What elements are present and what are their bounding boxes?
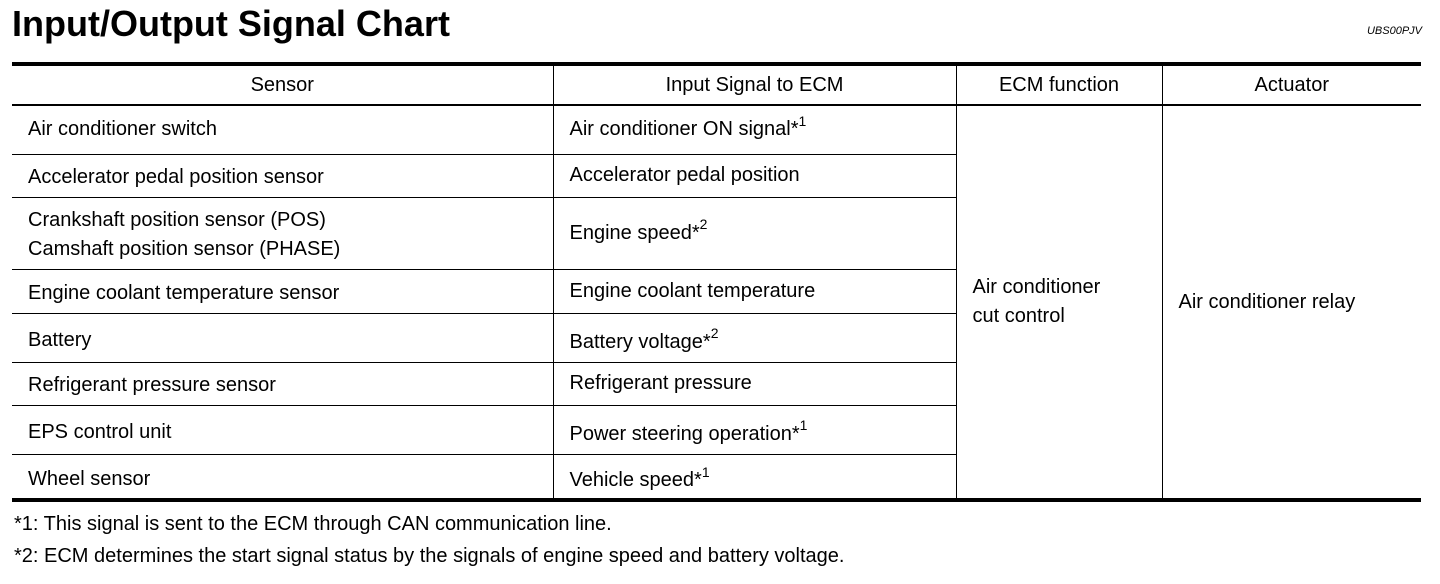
sensor-label: EPS control unit <box>28 421 172 443</box>
footnote-ref: 1 <box>701 463 710 480</box>
header-sensor: Sensor <box>12 64 553 105</box>
sensor-label: Wheel sensor <box>28 467 151 490</box>
sensor-cell <box>12 105 553 154</box>
input-cell <box>553 454 956 500</box>
sensor-label: Refrigerant pressure sensor <box>28 374 276 396</box>
actuator-label: Air conditioner relay <box>1178 290 1356 313</box>
input-label: Engine coolant temperature <box>569 279 816 302</box>
input-label: Power steering operation* <box>569 422 800 445</box>
footnote-ref: 1 <box>799 416 808 433</box>
sensor-cell <box>12 197 553 269</box>
signal-table <box>12 62 1421 502</box>
actuator-cell <box>1162 105 1421 500</box>
table-row <box>12 105 1421 154</box>
header-ecm-function: ECM function <box>956 64 1162 105</box>
sensor-label: Air conditioner switch <box>28 118 217 141</box>
sensor-cell <box>12 154 553 197</box>
footnotes <box>14 508 844 572</box>
input-cell <box>553 197 956 269</box>
header-row <box>12 64 1421 105</box>
header-actuator: Actuator <box>1162 64 1421 105</box>
footnote-ref: 2 <box>710 324 719 341</box>
sensor-cell <box>12 269 553 313</box>
input-label: Battery voltage* <box>569 330 711 353</box>
sensor-label: Accelerator pedal position sensor <box>28 166 324 188</box>
footnote-1: *1: This signal is sent to the ECM through CAN communication line. <box>14 513 612 535</box>
sensor-label: Camshaft position sensor (PHASE) <box>28 238 341 260</box>
sensor-cell <box>12 405 553 454</box>
ecm-function-line: cut control <box>972 305 1065 327</box>
sensor-cell <box>12 313 553 362</box>
input-cell <box>553 362 956 405</box>
input-cell <box>553 313 956 362</box>
document-code: UBS00PJV <box>1366 25 1422 37</box>
footnote-ref: 2 <box>699 215 708 232</box>
sensor-label: Crankshaft position sensor (POS) <box>28 209 326 231</box>
input-label: Engine speed* <box>569 221 700 244</box>
footnote-ref: 1 <box>798 112 807 129</box>
sensor-label: Engine coolant temperature sensor <box>28 281 340 304</box>
page-title: Input/Output Signal Chart <box>12 3 450 44</box>
sensor-label: Battery <box>28 329 92 351</box>
input-label: Refrigerant pressure <box>569 372 752 394</box>
header-input-signal: Input Signal to ECM <box>553 64 956 105</box>
input-cell <box>553 269 956 313</box>
sensor-cell <box>12 454 553 500</box>
footnote-2: *2: ECM determines the start signal status by the signals of engine speed and battery voltage. <box>14 545 845 567</box>
input-cell <box>553 105 956 154</box>
input-cell <box>553 154 956 197</box>
input-cell <box>553 405 956 454</box>
input-label: Vehicle speed* <box>569 469 702 492</box>
input-label: Accelerator pedal position <box>569 164 800 186</box>
input-label: Air conditioner ON signal* <box>569 118 799 141</box>
sensor-cell <box>12 362 553 405</box>
ecm-function-line: Air conditioner <box>972 276 1101 298</box>
ecm-function-cell <box>956 105 1162 500</box>
